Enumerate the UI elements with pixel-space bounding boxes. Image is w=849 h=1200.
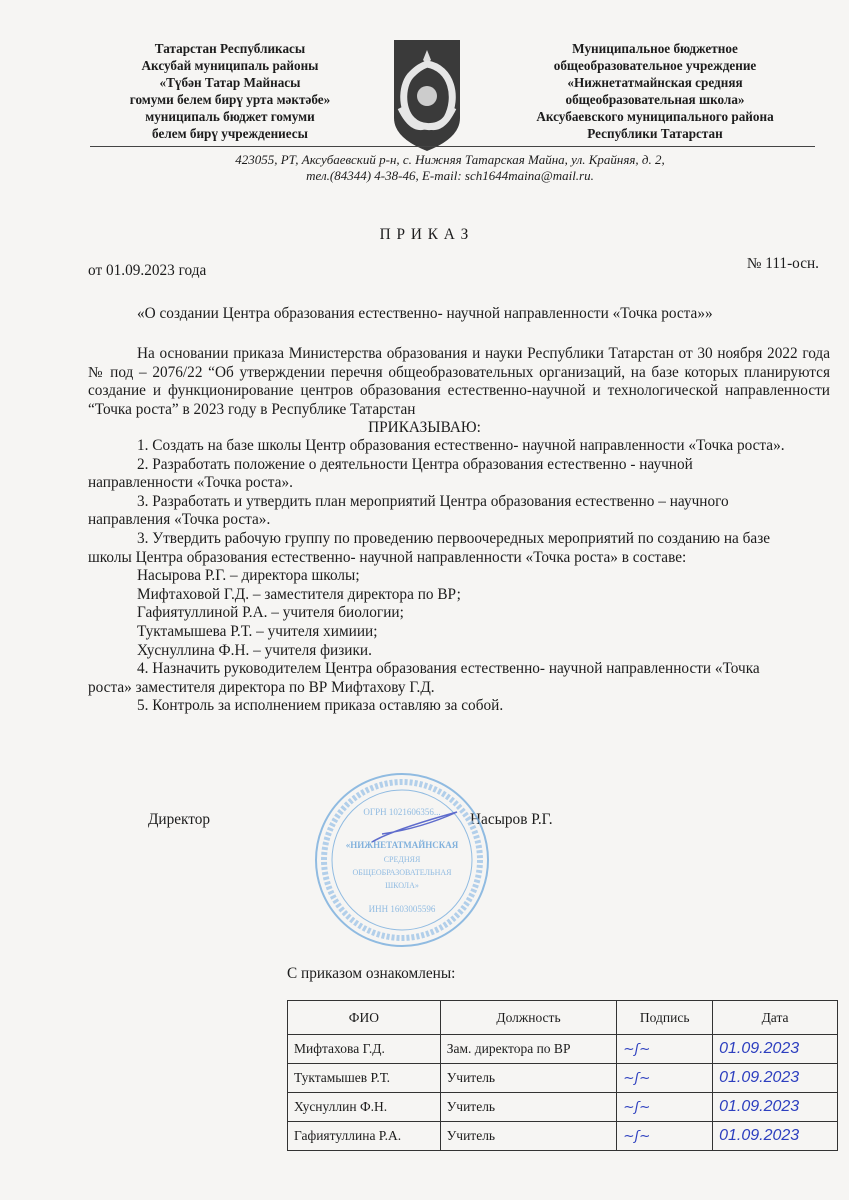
svg-text:ОБЩЕОБРАЗОВАТЕЛЬНАЯ: ОБЩЕОБРАЗОВАТЕЛЬНАЯ (352, 868, 452, 877)
cell-position: Учитель (440, 1122, 617, 1151)
cell-position: Зам. директора по ВР (440, 1035, 617, 1064)
stamp-ogrn: ОГРН 1021606356... (363, 807, 441, 817)
cell-signature: ~ʃ~ (617, 1122, 713, 1151)
header-line: муниципаль бюджет гомуми (145, 109, 315, 124)
header-line: белем бирү учреждениесы (152, 126, 308, 141)
order-subject: «О создании Центра образования естественно- научной направленности «Точка роста»» (137, 305, 713, 322)
stamp-inn: ИНН 1603005596 (368, 904, 436, 914)
table-row (288, 1035, 838, 1064)
working-group-member: Насырова Р.Г. – директора школы; (137, 567, 360, 585)
svg-text:ШКОЛА»: ШКОЛА» (385, 881, 419, 890)
cell-signature: ~ʃ~ (617, 1064, 713, 1093)
order-item: 4. Назначить руководителем Центра образования естественно- научной направленности «Точка роста» заместителя директора по ВР Мифтахову Г.Д. (88, 660, 760, 696)
cell-position: Учитель (440, 1093, 617, 1122)
table-row (288, 1122, 838, 1151)
cell-date: 01.09.2023 (713, 1093, 838, 1122)
acknowledgement-label: С приказом ознакомлены: (287, 965, 456, 982)
header-line: «Түбән Татар Майнасы (159, 75, 301, 90)
contact-line: тел.(84344) 4-38-46, E-mail: sch1644maina@mail.ru. (306, 168, 594, 183)
order-item: 3. Разработать и утвердить план мероприятий Центра образования естественно – научного направления «Точка роста». (88, 492, 729, 529)
cell-date: 01.09.2023 (713, 1122, 838, 1151)
cell-date: 01.09.2023 (713, 1035, 838, 1064)
cell-signature: ~ʃ~ (617, 1035, 713, 1064)
cell-name: Хуснуллин Ф.Н. (288, 1093, 441, 1122)
header-line: гомуми белем бирү урта мәктәбе» (129, 92, 331, 107)
table-row (288, 1093, 838, 1122)
header-line: Республики Татарстан (587, 126, 723, 141)
working-group-member: Туктамышева Р.Т. – учителя химиии; (137, 622, 378, 640)
cell-name: Мифтахова Г.Д. (288, 1035, 441, 1064)
order-number: № 111-осн. (746, 255, 819, 272)
header-line: Татарстан Республикасы (154, 41, 306, 56)
order-item: 1. Создать на базе школы Центр образования естественно- научной направленности «Точка роста». (137, 437, 785, 454)
cell-position: Учитель (440, 1064, 617, 1093)
working-group-member: Хуснуллина Ф.Н. – учителя физики. (137, 641, 372, 659)
signer-name: Насыров Р.Г. (470, 811, 553, 828)
cell-date: 01.09.2023 (713, 1064, 838, 1093)
header-divider (90, 146, 815, 147)
column-header: Должность (440, 1001, 617, 1035)
svg-text:«НИЖНЕТАТМАЙНСКАЯ: «НИЖНЕТАТМАЙНСКАЯ (345, 840, 459, 850)
header-line: общеобразовательное учреждение (553, 58, 757, 73)
header-right-russian (505, 40, 805, 142)
address-line: 423055, РТ, Аксубаевский р-н, с. Нижняя Татарская Майна, ул. Крайняя, д. 2, (235, 152, 665, 167)
header-line: Аксубай муниципаль районы (141, 58, 319, 73)
table-header-row (288, 1001, 838, 1035)
column-header: Подпись (617, 1001, 713, 1035)
document-title: П Р И К А З (379, 226, 470, 243)
order-item: 2. Разработать положение о деятельности Центра образования естественно - научной направленности «Точка роста». (88, 455, 693, 492)
cell-name: Гафиятуллина Р.А. (288, 1122, 441, 1151)
svg-text:СРЕДНЯЯ: СРЕДНЯЯ (383, 855, 421, 864)
order-date: от 01.09.2023 года (88, 262, 207, 279)
header-line: Аксубаевского муниципального района (536, 109, 774, 124)
header-line: «Нижнетатмайнская средняя (567, 75, 743, 90)
school-stamp (312, 770, 492, 950)
order-basis: На основании приказа Министерства образования и науки Республики Татарстан от 30 ноября 2022 года № под – 2076/22 “Об утверждении перечня общеобразовательных организаций, на базе которых планируются создание и функционирование центров образования естественно-научной и технологической направленности “Точка роста” в 2023 году в Республике Татарстан (88, 345, 830, 418)
coat-of-arms-emblem (392, 38, 462, 153)
header-line: общеобразовательная школа» (565, 92, 745, 107)
cell-signature: ~ʃ~ (617, 1093, 713, 1122)
acknowledgement-table (287, 1000, 838, 1151)
cell-name: Туктамышев Р.Т. (288, 1064, 441, 1093)
order-items (88, 437, 798, 716)
column-header: Дата (713, 1001, 838, 1035)
order-item: 3. Утвердить рабочую группу по проведению первоочередных мероприятий по созданию на базе школы Центра образования естественно- научной направленности «Точка роста» в составе: (88, 529, 771, 566)
signer-title: Директор (148, 811, 211, 828)
address (90, 152, 810, 184)
decree-heading: ПРИКАЗЫВАЮ: (368, 419, 481, 436)
working-group-member: Мифтаховой Г.Д. – заместителя директора по ВР; (137, 585, 461, 603)
working-group-member: Гафиятуллиной Р.А. – учителя биологии; (137, 604, 404, 622)
table-row (288, 1064, 838, 1093)
header-line: Муниципальное бюджетное (572, 41, 738, 56)
order-item: 5. Контроль за исполнением приказа оставляю за собой. (137, 697, 504, 715)
header-left-tatar (100, 40, 360, 142)
column-header: ФИО (288, 1001, 441, 1035)
